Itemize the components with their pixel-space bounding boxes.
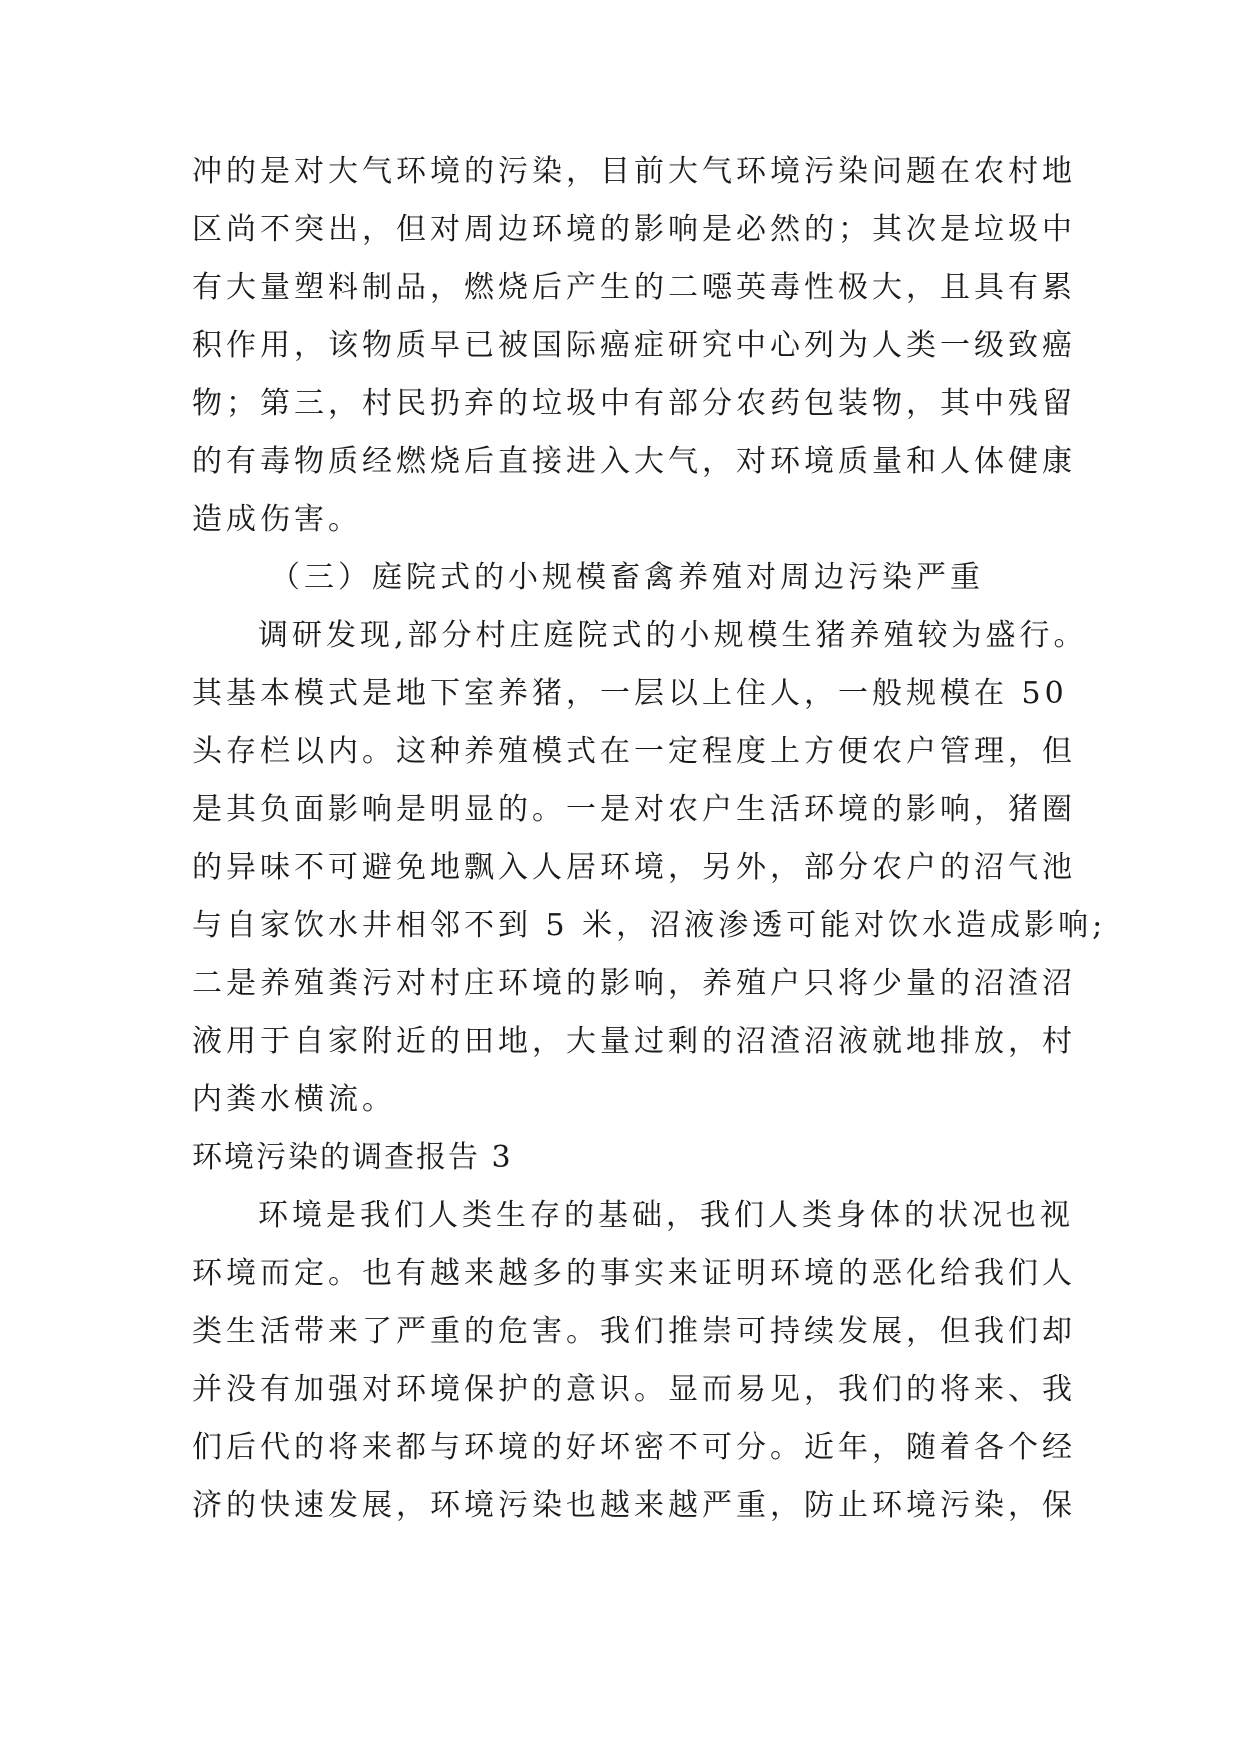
body-text-line: 的有毒物质经燃烧后直接进入大气，对环境质量和人体健康: [192, 444, 1076, 479]
body-text-line: 调研发现,部分村庄庭院式的小规模生猪养殖较为盛行。: [258, 618, 1088, 653]
body-text-line: 有大量塑料制品，燃烧后产生的二噁英毒性极大，且具有累: [192, 270, 1076, 305]
body-text-line: 并没有加强对环境保护的意识。显而易见，我们的将来、我: [192, 1372, 1076, 1407]
body-text-line: 造成伤害。: [192, 502, 362, 537]
body-text-line: 物；第三，村民扔弃的垃圾中有部分农药包装物，其中残留: [192, 386, 1076, 421]
body-text-line: 类生活带来了严重的危害。我们推崇可持续发展，但我们却: [192, 1314, 1076, 1349]
body-text-line: 们后代的将来都与环境的好坏密不可分。近年，随着各个经: [192, 1430, 1076, 1465]
body-text-line: 冲的是对大气环境的污染，目前大气环境污染问题在农村地: [192, 154, 1076, 189]
body-text-line: 环境而定。也有越来越多的事实来证明环境的恶化给我们人: [192, 1256, 1076, 1291]
body-text-line: 头存栏以内。这种养殖模式在一定程度上方便农户管理，但: [192, 734, 1076, 769]
body-text-line: 的异味不可避免地飘入人居环境，另外，部分农户的沼气池: [192, 850, 1076, 885]
body-text-line: 与自家饮水井相邻不到 5 米，沼液渗透可能对饮水造成影响;: [192, 908, 1107, 943]
body-text-line: 积作用，该物质早已被国际癌症研究中心列为人类一级致癌: [192, 328, 1076, 363]
body-text-line: 环境是我们人类生存的基础，我们人类身体的状况也视: [258, 1198, 1074, 1233]
body-text-line: 其基本模式是地下室养猪，一层以上住人，一般规模在 50: [192, 676, 1068, 711]
section-heading: （三）庭院式的小规模畜禽养殖对周边污染严重: [270, 560, 984, 595]
body-text-line: 是其负面影响是明显的。一是对农户生活环境的影响，猪圈: [192, 792, 1076, 827]
body-text-line: 内粪水横流。: [192, 1082, 396, 1117]
report-title: 环境污染的调查报告 3: [192, 1140, 513, 1175]
body-text-line: 二是养殖粪污对村庄环境的影响，养殖户只将少量的沼渣沼: [192, 966, 1076, 1001]
body-text-line: 济的快速发展，环境污染也越来越严重，防止环境污染，保: [192, 1488, 1076, 1523]
body-text-line: 液用于自家附近的田地，大量过剩的沼渣沼液就地排放，村: [192, 1024, 1076, 1059]
body-text-line: 区尚不突出，但对周边环境的影响是必然的；其次是垃圾中: [192, 212, 1076, 247]
